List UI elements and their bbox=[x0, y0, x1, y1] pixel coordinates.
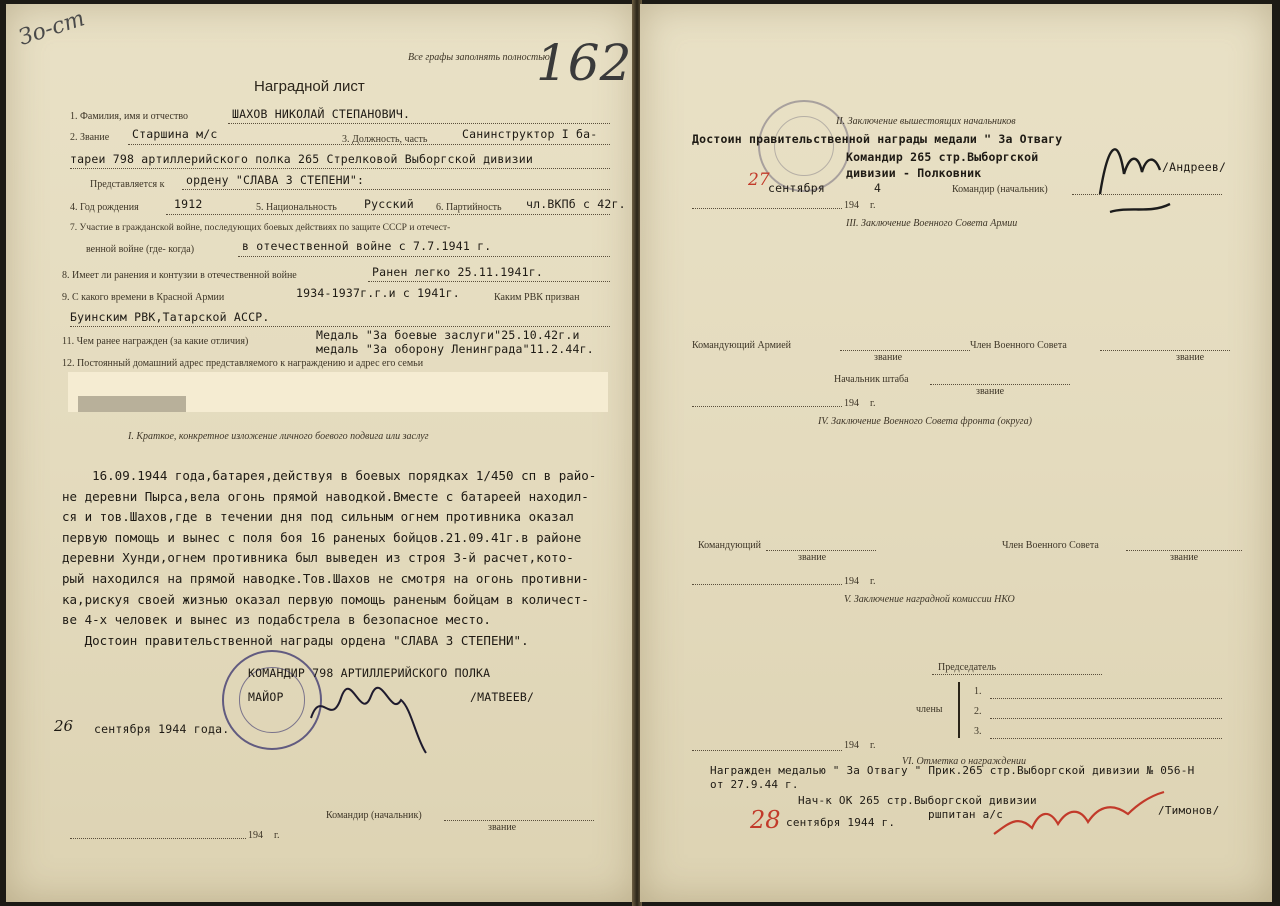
field-5-value: Русский bbox=[364, 197, 414, 211]
award-line-1: Награжден медалью " За Отвагу " Прик.265 стр.Выборгской дивизии № 056-Н bbox=[710, 764, 1195, 777]
award-line-2: от 27.9.44 г. bbox=[710, 778, 799, 791]
narrative-line: не деревни Пырса,вела огонь прямой наводкой.Вместе с батареей находил- bbox=[62, 488, 589, 504]
field-3-label: 3. Должность, часть bbox=[342, 134, 428, 145]
section-2-num: 4 bbox=[874, 181, 882, 195]
date-blank-line bbox=[70, 838, 246, 839]
field-4-value: 1912 bbox=[174, 197, 203, 211]
commander-line-blank bbox=[444, 820, 594, 821]
field-9-label-2: Каким РВК призван bbox=[494, 292, 580, 303]
presented-line bbox=[182, 189, 610, 190]
date-day: 26 bbox=[54, 717, 74, 735]
army-council-member-label: Член Военного Совета bbox=[970, 340, 1067, 351]
field-2-label: 2. Звание bbox=[70, 132, 110, 143]
field-3-line bbox=[70, 168, 610, 169]
narrative-line: Достоин правительственной награды ордена "СЛАВА 3 СТЕПЕНИ". bbox=[62, 632, 529, 648]
section-5-year: 194 bbox=[844, 740, 859, 751]
section-4-date-line bbox=[692, 584, 842, 585]
field-9-line bbox=[70, 326, 610, 327]
personnel-chief-line-1: Нач-к ОК 265 стр.Выборгской дивизии bbox=[798, 794, 1037, 807]
section-3-year: 194 bbox=[844, 398, 859, 409]
member-3-line bbox=[990, 738, 1222, 739]
section-4-heading: IV. Заключение Военного Совета фронта (округа) bbox=[818, 416, 1032, 427]
member-2: 2. bbox=[974, 706, 982, 717]
chief-of-staff-line bbox=[930, 384, 1070, 385]
member-1: 1. bbox=[974, 686, 982, 697]
section-4-year-suffix: г. bbox=[870, 576, 876, 587]
members-bracket bbox=[958, 682, 960, 738]
section-5-year-suffix: г. bbox=[870, 740, 876, 751]
section-3-year-suffix: г. bbox=[870, 398, 876, 409]
chairman-label: Председатель bbox=[938, 662, 997, 673]
personnel-chief-signature bbox=[988, 784, 1168, 848]
commander-signature bbox=[306, 678, 446, 758]
commander-label: Командир (начальник) bbox=[326, 810, 422, 821]
member-1-line bbox=[990, 698, 1222, 699]
section-5-date-line bbox=[692, 750, 842, 751]
narrative-line: 16.09.1944 года,батарея,действуя в боевых порядках 1/450 сп в райо- bbox=[62, 468, 597, 483]
field-4-line bbox=[166, 214, 610, 215]
army-council-member-rank: звание bbox=[1176, 352, 1205, 363]
header-instruction: Все графы заполнять полностью bbox=[408, 52, 550, 63]
section-6-heading: VI. Отметка о награждении bbox=[902, 756, 1026, 767]
field-9-label: 9. С какого времени в Красной Армии bbox=[62, 292, 225, 303]
commander-rank: МАЙОР bbox=[248, 690, 284, 704]
year-suffix: г. bbox=[274, 830, 280, 841]
section-2-month: сентября bbox=[768, 181, 825, 195]
field-5-label: 5. Национальность bbox=[256, 202, 337, 213]
year-label: 194 bbox=[248, 830, 263, 841]
field-3-value: Санинструктор I ба- bbox=[462, 127, 598, 141]
commander-name: /МАТВЕЕВ/ bbox=[470, 690, 535, 704]
section-2-year: 194 bbox=[844, 200, 859, 211]
field-2-value: Старшина м/с bbox=[132, 127, 218, 141]
field-8-line bbox=[368, 281, 610, 282]
section-2-commander-line bbox=[1072, 194, 1222, 195]
presented-label: Представляется к bbox=[90, 179, 165, 190]
corner-pencil-note: Зо-ст bbox=[15, 6, 88, 51]
rank-label: звание bbox=[488, 822, 517, 833]
narrative-line: ве 4-х человек и вынес из подабстрела в безопасное место. bbox=[62, 612, 491, 628]
field-8-label: 8. Имеет ли ранения и контузии в отечественной войне bbox=[62, 270, 297, 281]
front-commander-label: Командующий bbox=[698, 540, 761, 551]
front-council-member-line bbox=[1126, 550, 1242, 551]
army-commander-label: Командующий Армией bbox=[692, 340, 792, 351]
section-3-date-line bbox=[692, 406, 842, 407]
front-commander-rank: звание bbox=[798, 552, 827, 563]
commander-line: КОМАНДИР 798 АРТИЛЛЕРИЙСКОГО ПОЛКА bbox=[248, 666, 491, 680]
field-7-value: в отечественной войне с 7.7.1941 г. bbox=[242, 239, 492, 253]
division-stamp bbox=[758, 100, 850, 192]
field-6-label: 6. Партийность bbox=[436, 202, 502, 213]
presented-value: ордену "СЛАВА 3 СТЕПЕНИ": bbox=[186, 173, 365, 187]
army-commander-rank: звание bbox=[874, 352, 903, 363]
section-1-heading: I. Краткое, конкретное изложение личного боевого подвига или заслуг bbox=[128, 431, 429, 442]
narrative-line: рый находился на прямой наводке.Тов.Шахов не смотря на огонь противни- bbox=[62, 570, 589, 586]
chief-of-staff-label: Начальник штаба bbox=[834, 374, 909, 385]
member-2-line bbox=[990, 718, 1222, 719]
field-7-label-2: венной войне (где- когда) bbox=[86, 244, 195, 255]
section-2-commander-2: дивизии - Полковник bbox=[846, 166, 982, 180]
award-date: сентября 1944 г. bbox=[786, 816, 896, 829]
narrative-line: ка,рискуя своей жизнью оказал первую помощь раненым бойцам в количест- bbox=[62, 591, 589, 607]
field-11-value-1: Медаль "За боевые заслуги"25.10.42г.и bbox=[316, 328, 580, 342]
section-2-heading: II. Заключение вышестоящих начальников bbox=[836, 116, 1016, 127]
field-12-label: 12. Постоянный домашний адрес представляемого к награждению и адрес его семьи bbox=[62, 358, 424, 369]
right-page bbox=[640, 4, 1272, 902]
division-commander-name: /Андреев/ bbox=[1162, 160, 1227, 174]
section-2-commander-label: Командир (начальник) bbox=[952, 184, 1048, 195]
field-2-line bbox=[128, 144, 610, 145]
field-1-label: 1. Фамилия, имя и отчество bbox=[70, 111, 189, 122]
personnel-chief-line-2: ршпитан а/с bbox=[928, 808, 1004, 821]
section-3-heading: III. Заключение Военного Совета Армии bbox=[846, 218, 1018, 229]
field-1-line bbox=[228, 123, 610, 124]
left-page bbox=[6, 4, 636, 902]
members-label: члены bbox=[916, 704, 943, 715]
narrative-block bbox=[62, 466, 636, 651]
personnel-chief-name: /Тимонов/ bbox=[1158, 804, 1220, 817]
front-council-member-rank: звание bbox=[1170, 552, 1199, 563]
section-2-conclusion: Достоин правительственной награды медали " За Отвагу bbox=[692, 132, 1063, 146]
army-council-member-line bbox=[1100, 350, 1230, 351]
member-3: 3. bbox=[974, 726, 982, 737]
field-11-label: 11. Чем ранее награжден (за какие отличия) bbox=[62, 336, 249, 347]
field-11-value-2: медаль "За оборону Ленинграда"11.2.44г. bbox=[316, 342, 594, 356]
field-7-line bbox=[238, 256, 610, 257]
date-rest: сентября 1944 года. bbox=[94, 722, 230, 736]
field-9-value-2: Буинским РВК,Татарской АССР. bbox=[70, 310, 270, 324]
narrative-line: ся и тов.Шахов,где в течении дня под сильным огнем противника оказал bbox=[62, 509, 574, 525]
section-2-commander-1: Командир 265 стр.Выборгской bbox=[846, 150, 1039, 164]
narrative-line: первую помощь и вынес с поля боя 16 раненых бойцов.21.09.41г.в районе bbox=[62, 529, 582, 545]
field-6-value: чл.ВКПб с 42г. bbox=[526, 197, 626, 211]
redacted-address-mark bbox=[78, 396, 186, 412]
chief-of-staff-rank: звание bbox=[976, 386, 1005, 397]
section-5-heading: V. Заключение наградной комиссии НКО bbox=[844, 594, 1015, 605]
front-council-member-label: Член Военного Совета bbox=[1002, 540, 1099, 551]
field-4-label: 4. Год рождения bbox=[70, 202, 139, 213]
section-2-date-line bbox=[692, 208, 842, 209]
front-commander-line bbox=[766, 550, 876, 551]
field-1-value: ШАХОВ НИКОЛАЙ СТЕПАНОВИЧ. bbox=[232, 107, 411, 121]
field-8-value: Ранен легко 25.11.1941г. bbox=[372, 265, 543, 279]
section-2-red-day: 27 bbox=[748, 170, 770, 190]
section-4-year: 194 bbox=[844, 576, 859, 587]
award-red-day: 28 bbox=[750, 806, 781, 834]
archive-number: 162 bbox=[536, 34, 632, 92]
army-commander-line bbox=[840, 350, 970, 351]
field-9-value: 1934-1937г.г.и с 1941г. bbox=[296, 286, 460, 300]
document-title: Наградной лист bbox=[254, 78, 365, 95]
section-2-year-suffix: г. bbox=[870, 200, 876, 211]
narrative-line: деревни Хунди,огнем противника был выведен из строя 3-й расчет,кото- bbox=[62, 550, 574, 566]
field-3-continuation: тареи 798 артиллерийского полка 265 Стрелковой Выборгской дивизии bbox=[70, 152, 534, 166]
field-7-label: 7. Участие в гражданской войне, последующих боевых действиях по защите СССР и отечест- bbox=[70, 223, 451, 233]
chairman-line bbox=[932, 674, 1102, 675]
